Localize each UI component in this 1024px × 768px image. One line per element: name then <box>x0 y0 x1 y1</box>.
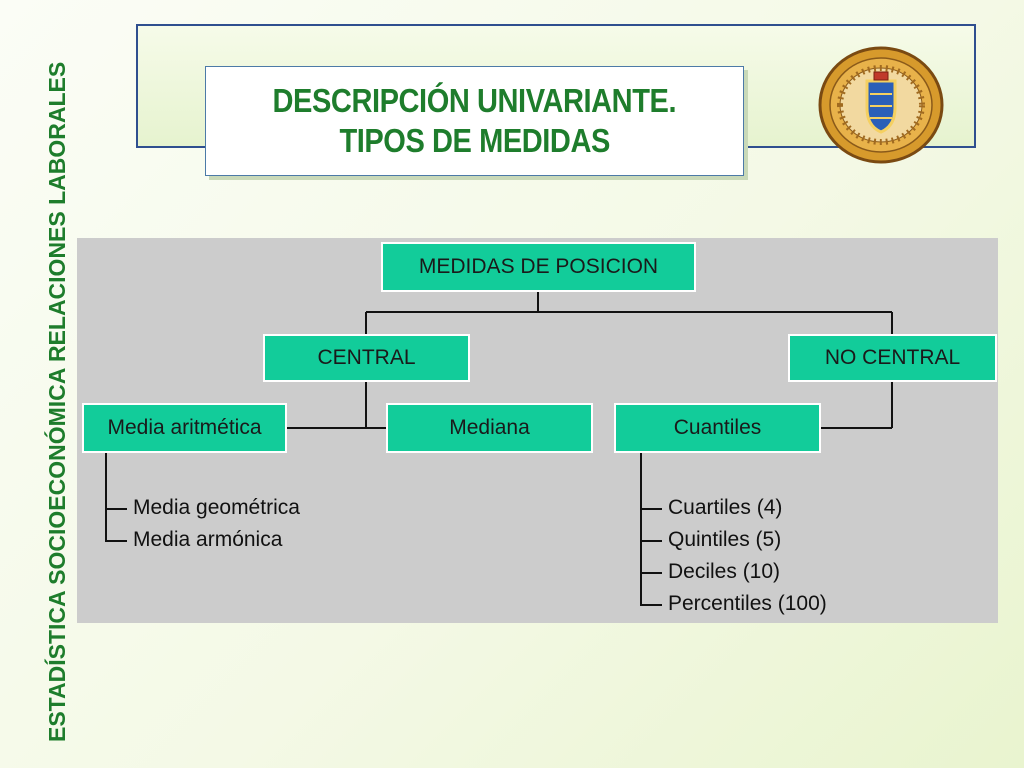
title-line-1: DESCRIPCIÓN UNIVARIANTE. <box>272 82 677 119</box>
item-cuartiles: Cuartiles (4) <box>668 496 783 519</box>
item-media-geometrica: Media geométrica <box>133 496 300 519</box>
title-line-2: TIPOS DE MEDIDAS <box>339 122 610 159</box>
university-seal-icon <box>818 46 944 164</box>
item-deciles: Deciles (10) <box>668 560 781 583</box>
node-mediana: Mediana <box>386 403 593 453</box>
diagram-panel <box>77 238 998 623</box>
node-no-central: NO CENTRAL <box>788 334 997 382</box>
node-cuantiles: Cuantiles <box>614 403 821 453</box>
node-medidas-de-posicion: MEDIDAS DE POSICION <box>381 242 696 292</box>
item-quintiles: Quintiles (5) <box>668 528 782 551</box>
title-box <box>205 66 744 176</box>
node-media-aritmetica: Media aritmética <box>82 403 287 453</box>
item-media-armonica: Media armónica <box>133 528 283 551</box>
side-title: ESTADÍSTICA SOCIOECONÓMICA RELACIONES LABORALES <box>44 61 70 742</box>
node-central: CENTRAL <box>263 334 470 382</box>
item-percentiles: Percentiles (100) <box>668 592 827 615</box>
